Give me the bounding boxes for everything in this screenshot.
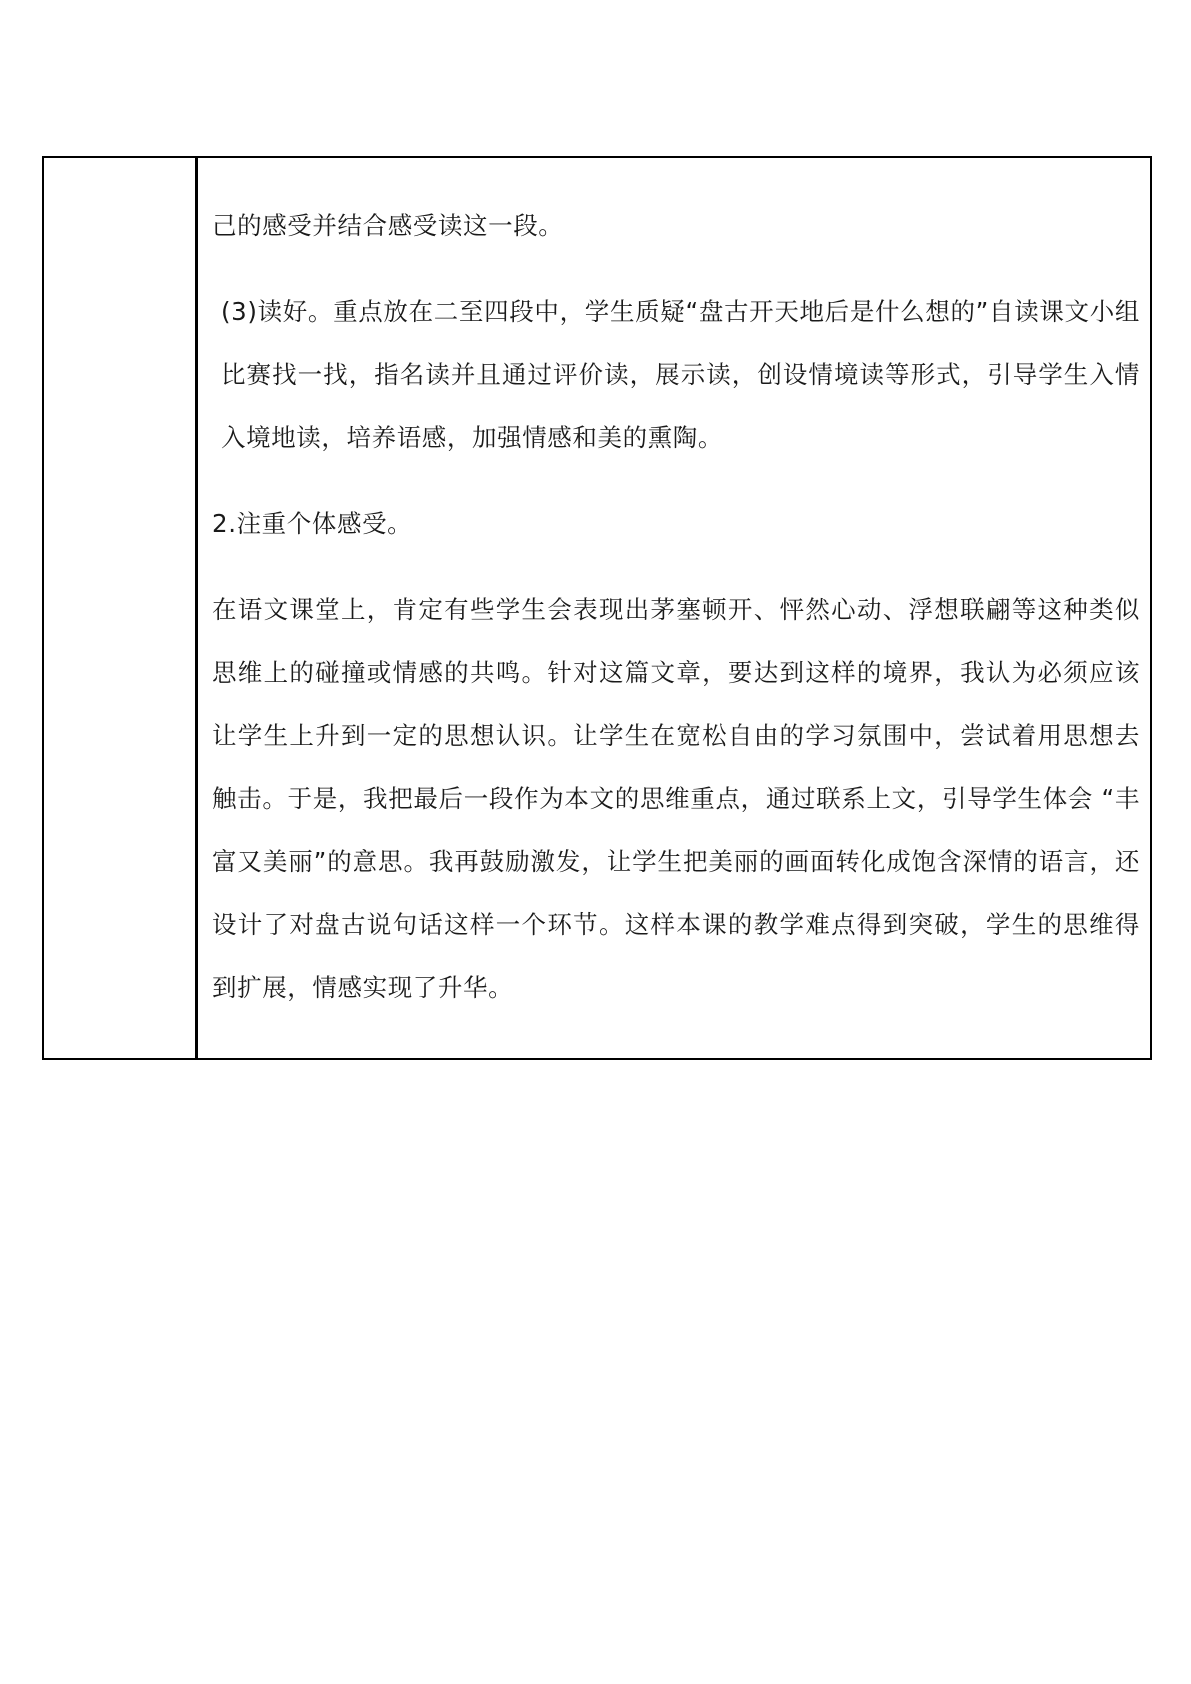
table-right-column — [198, 158, 1150, 1058]
paragraph-individual-feeling-heading: 2.注重个体感受。 — [212, 509, 413, 538]
paragraph-reading-feeling: 己的感受并结合感受读这一段。 — [212, 211, 564, 240]
paragraph-read-well: (3)读好。重点放在二至四段中，学生质疑“盘古开天地后是什么想的”自读课文小组比赛找一找，指名读并且通过评价读，展示读，创设情境读等形式，引导学生入情入境地读，培养语感，加强情感和美的熏陶。 — [221, 297, 1140, 452]
content-table — [42, 156, 1152, 1060]
table-left-column — [44, 158, 198, 1058]
paragraph-classroom-thinking: 在语文课堂上，肯定有些学生会表现出茅塞顿开、怦然心动、浮想联翩等这种类似思维上的碰撞或情感的共鸣。针对这篇文章，要达到这样的境界，我认为必须应该让学生上升到一定的思想认识。让学生在宽松自由的学习氛围中，尝试着用思想去触击。于是，我把最后一段作为本文的思维重点，通过联系上文，引导学生体会 “丰富又美丽”的意思。我再鼓励激发，让学生把美丽的画面转化成饱含深情的语言，还设计了对盘古说句话这样一个环节。这样本课的教学难点得到突破，学生的思维得到扩展，情感实现了升华。 — [212, 595, 1140, 1002]
